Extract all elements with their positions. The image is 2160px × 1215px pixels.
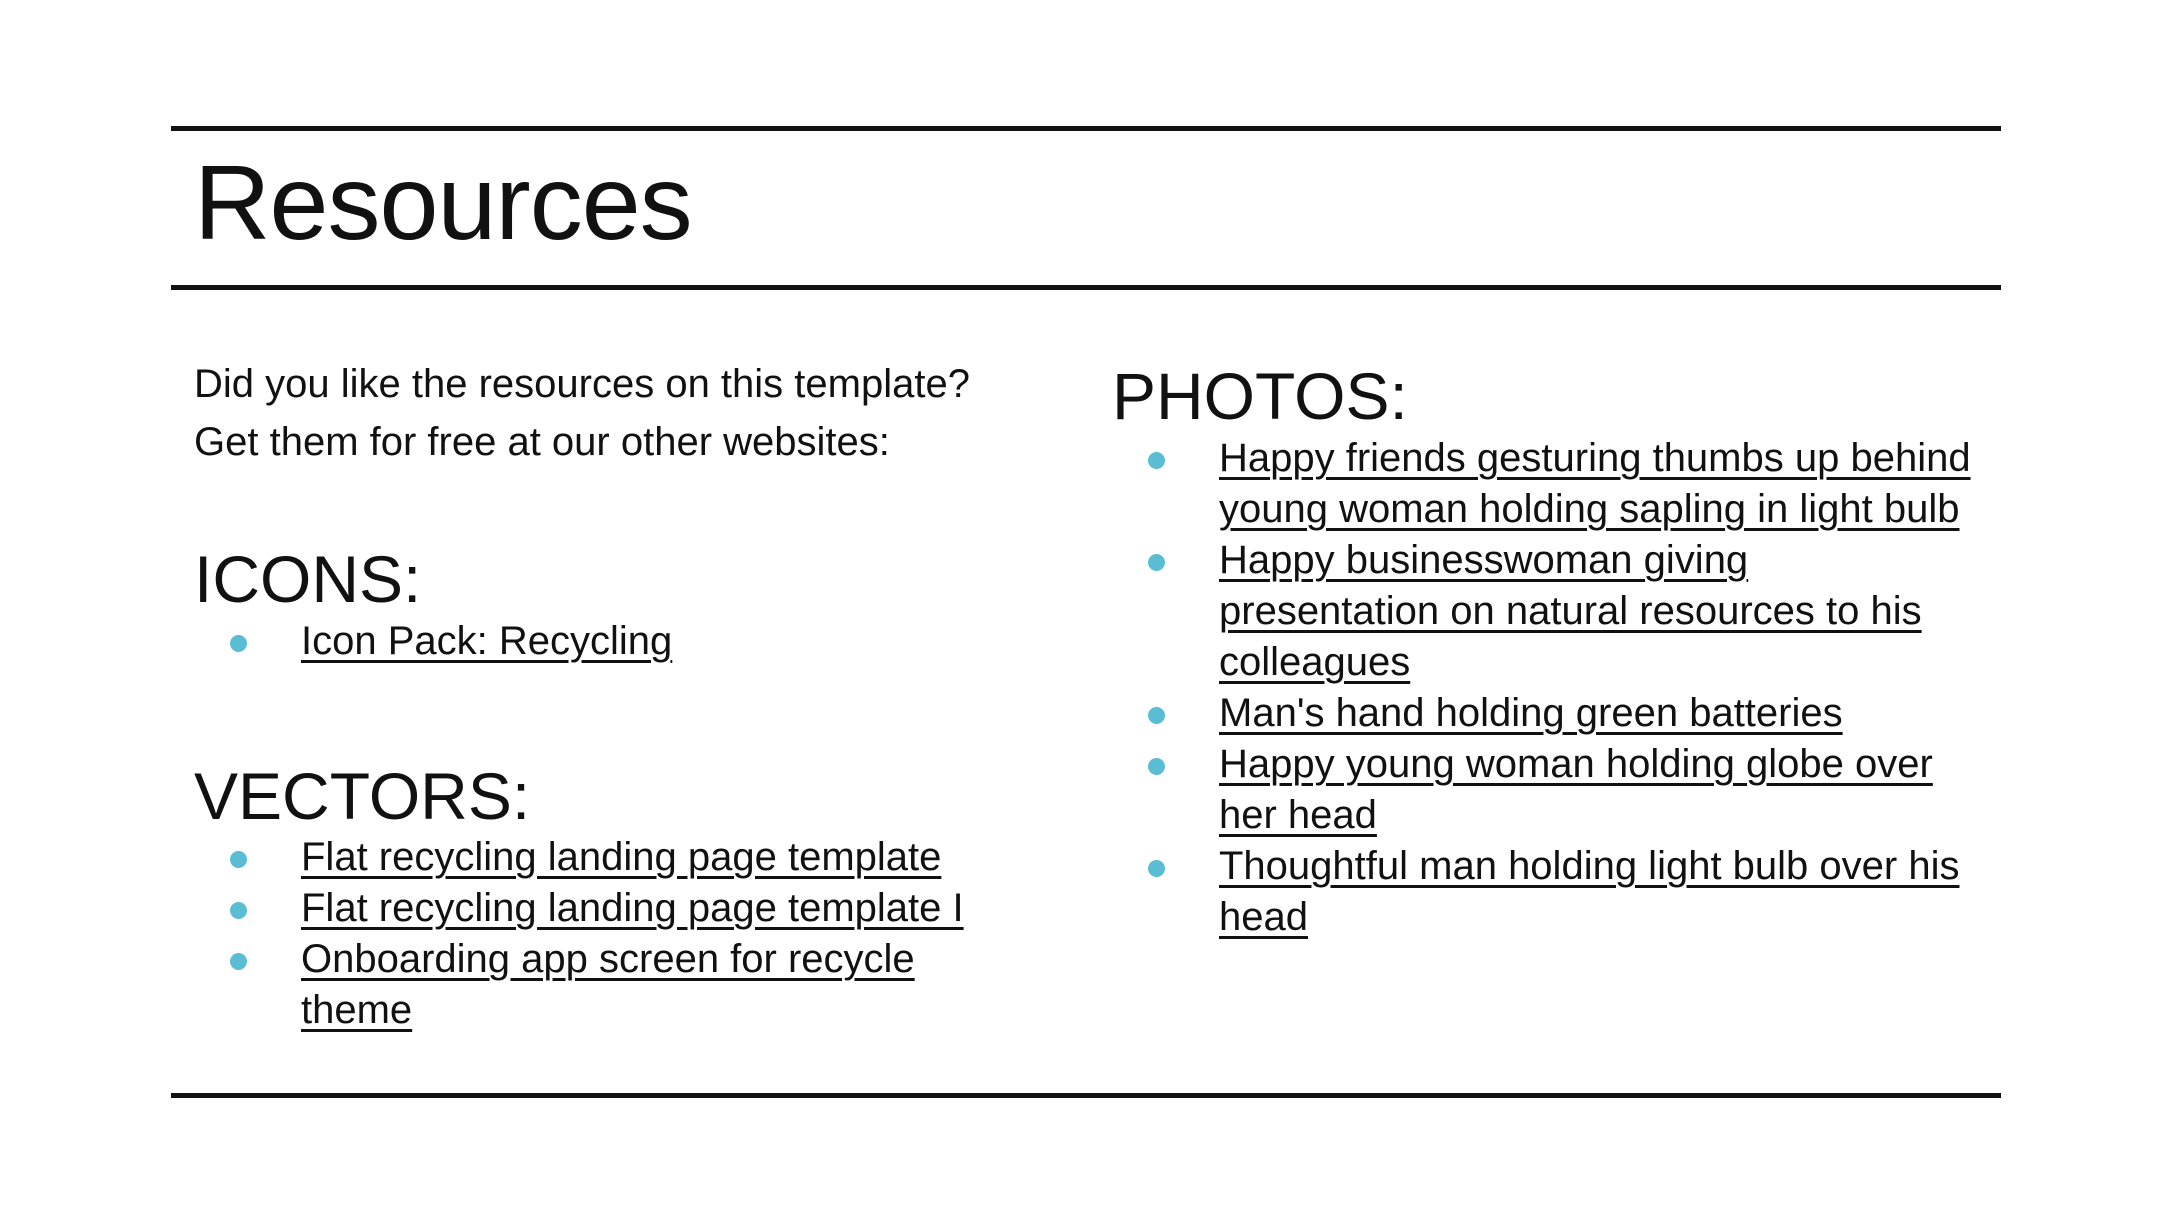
photo-link-4[interactable]: Happy young woman holding globe over her head	[1219, 741, 1933, 837]
bullet-icon	[1148, 707, 1165, 724]
slide-title: Resources	[194, 144, 692, 262]
bottom-divider	[171, 1093, 2001, 1098]
bullet-icon	[1148, 860, 1165, 877]
list-item	[1112, 535, 1979, 688]
title-divider	[171, 285, 2001, 290]
photo-link-5[interactable]: Thoughtful man holding light bulb over his head	[1219, 843, 1960, 939]
list-item	[1112, 841, 1979, 943]
photos-heading: PHOTOS:	[1112, 359, 1408, 433]
list-item	[194, 616, 1054, 667]
list-item	[194, 934, 981, 1036]
vector-link-1[interactable]: Flat recycling landing page template	[301, 835, 942, 880]
bullet-icon	[1148, 452, 1165, 469]
list-item	[1112, 688, 1979, 739]
icon-pack-recycling-link[interactable]: Icon Pack: Recycling	[301, 618, 673, 663]
vector-link-2[interactable]: Flat recycling landing page template I	[301, 886, 964, 931]
list-item	[194, 883, 981, 934]
vector-link-3[interactable]: Onboarding app screen for recycle theme	[301, 937, 915, 1033]
list-item	[194, 832, 981, 883]
intro-line-2: Get them for free at our other websites:	[194, 420, 890, 464]
bullet-icon	[230, 902, 247, 919]
photo-link-2[interactable]: Happy businesswoman giving presentation on natural resources to his colleagues	[1219, 537, 1922, 684]
bullet-icon	[230, 953, 247, 970]
intro-line-1: Did you like the resources on this template?	[194, 362, 970, 406]
bullet-icon	[230, 635, 247, 652]
icons-list	[194, 616, 1054, 667]
icons-heading: ICONS:	[194, 542, 422, 616]
list-item	[1112, 739, 1979, 841]
list-item	[1112, 433, 1979, 535]
vectors-list	[194, 832, 1054, 1036]
intro-text	[194, 355, 1054, 471]
bullet-icon	[1148, 758, 1165, 775]
left-column	[194, 355, 1054, 1036]
photos-list	[1112, 433, 1992, 943]
photo-link-1[interactable]: Happy friends gesturing thumbs up behind young woman holding sapling in light bulb	[1219, 435, 1971, 531]
right-column	[1112, 360, 1992, 943]
bullet-icon	[1148, 554, 1165, 571]
top-divider	[171, 126, 2001, 131]
photo-link-3[interactable]: Man's hand holding green batteries	[1219, 690, 1843, 735]
vectors-heading: VECTORS:	[194, 758, 531, 833]
bullet-icon	[230, 851, 247, 868]
